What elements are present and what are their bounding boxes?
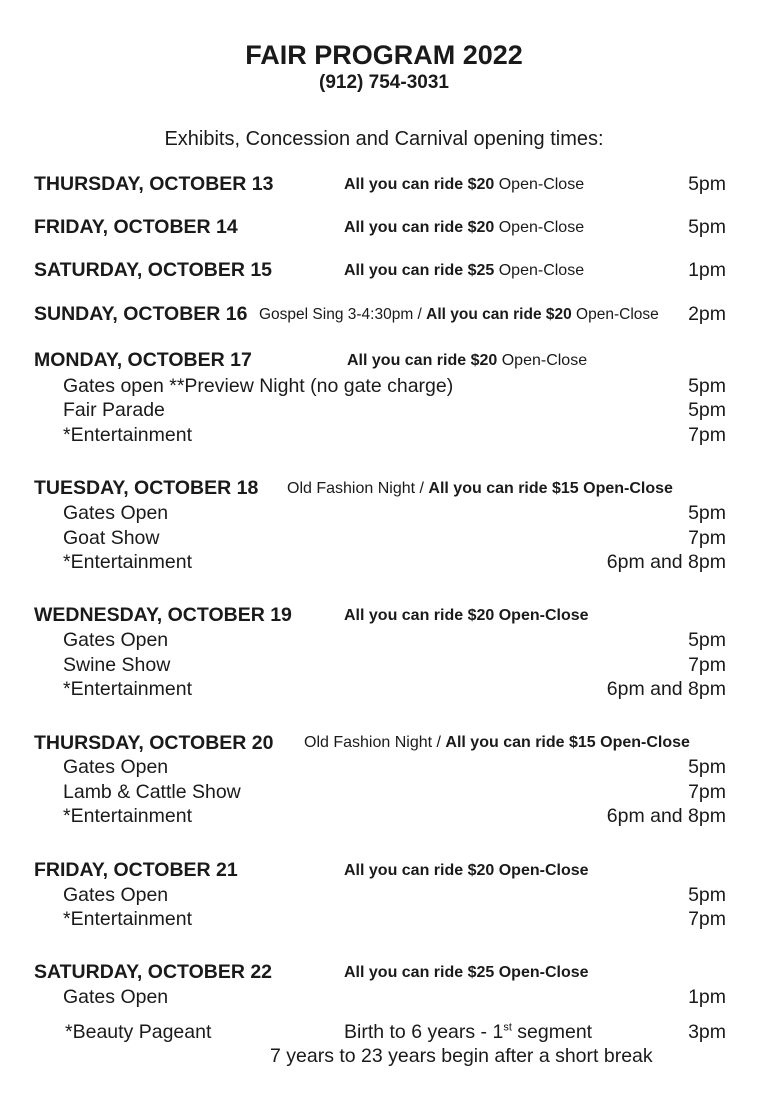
event-time: 7pm bbox=[688, 781, 726, 803]
pageant-note: 7 years to 23 years begin after a short break bbox=[270, 1045, 653, 1067]
open-time: 5pm bbox=[688, 173, 726, 195]
event-time: 7pm bbox=[688, 908, 726, 930]
event-time: 7pm bbox=[688, 654, 726, 676]
ride-info: Gospel Sing 3-4:30pm / All you can ride $20 Open-Close bbox=[259, 306, 659, 323]
ride-info: All you can ride $20 Open-Close bbox=[344, 219, 585, 236]
day-heading: FRIDAY, OCTOBER 21 bbox=[34, 859, 238, 881]
event-time: 5pm bbox=[688, 884, 726, 906]
event-time: 1pm bbox=[688, 986, 726, 1008]
ride-info: All you can ride $20 Open-Close bbox=[344, 176, 585, 193]
day-heading: MONDAY, OCTOBER 17 bbox=[34, 349, 252, 371]
event-time: 5pm bbox=[688, 629, 726, 651]
ride-info: All you can ride $25 Open-Close bbox=[344, 262, 585, 279]
ride-info: All you can ride $20 Open-Close bbox=[344, 607, 589, 624]
day-heading: TUESDAY, OCTOBER 18 bbox=[34, 477, 259, 499]
event-label: *Entertainment bbox=[63, 908, 192, 930]
ride-info: All you can ride $25 Open-Close bbox=[344, 964, 589, 981]
event-label: *Entertainment bbox=[63, 551, 192, 573]
day-heading: SATURDAY, OCTOBER 22 bbox=[34, 961, 273, 983]
day-heading: WEDNESDAY, OCTOBER 19 bbox=[34, 604, 292, 626]
event-label: Gates Open bbox=[63, 756, 169, 778]
program-title: FAIR PROGRAM 2022 bbox=[245, 40, 523, 70]
pageant-time: 3pm bbox=[688, 1021, 726, 1043]
event-label: Gates Open bbox=[63, 629, 169, 651]
event-time: 5pm bbox=[688, 399, 726, 421]
ride-info: Old Fashion Night / All you can ride $15 Open-Close bbox=[287, 480, 673, 497]
event-label: Gates open **Preview Night (no gate charge) bbox=[63, 375, 454, 397]
intro-text: Exhibits, Concession and Carnival opening times: bbox=[164, 128, 604, 150]
event-label: Gates Open bbox=[63, 986, 169, 1008]
event-label: *Entertainment bbox=[63, 678, 192, 700]
event-time: 6pm and 8pm bbox=[606, 678, 726, 700]
day-heading: THURSDAY, OCTOBER 20 bbox=[34, 732, 274, 754]
event-label: *Entertainment bbox=[63, 805, 192, 827]
event-time: 5pm bbox=[688, 502, 726, 524]
ride-info: All you can ride $20 Open-Close bbox=[344, 862, 589, 879]
event-time: 5pm bbox=[688, 375, 726, 397]
day-heading: THURSDAY, OCTOBER 13 bbox=[34, 173, 274, 195]
event-time: 6pm and 8pm bbox=[606, 805, 726, 827]
open-time: 2pm bbox=[688, 303, 726, 325]
pageant-label: *Beauty Pageant bbox=[65, 1021, 212, 1043]
event-time: 7pm bbox=[688, 424, 726, 446]
day-heading: SATURDAY, OCTOBER 15 bbox=[34, 259, 273, 281]
ride-info: All you can ride $20 Open-Close bbox=[347, 352, 588, 369]
event-label: Swine Show bbox=[63, 654, 171, 676]
event-time: 7pm bbox=[688, 527, 726, 549]
event-label: Fair Parade bbox=[63, 399, 165, 421]
event-label: *Entertainment bbox=[63, 424, 192, 446]
event-label: Gates Open bbox=[63, 502, 169, 524]
pageant-segment: Birth to 6 years - 1st segment bbox=[344, 1021, 593, 1043]
phone-number: (912) 754-3031 bbox=[319, 72, 449, 93]
event-time: 6pm and 8pm bbox=[606, 551, 726, 573]
open-time: 1pm bbox=[688, 259, 726, 281]
day-heading: SUNDAY, OCTOBER 16 bbox=[34, 303, 248, 325]
event-label: Lamb & Cattle Show bbox=[63, 781, 241, 803]
open-time: 5pm bbox=[688, 216, 726, 238]
event-label: Gates Open bbox=[63, 884, 169, 906]
event-label: Goat Show bbox=[63, 527, 160, 549]
day-heading: FRIDAY, OCTOBER 14 bbox=[34, 216, 238, 238]
ride-info: Old Fashion Night / All you can ride $15 Open-Close bbox=[304, 734, 690, 751]
event-time: 5pm bbox=[688, 756, 726, 778]
